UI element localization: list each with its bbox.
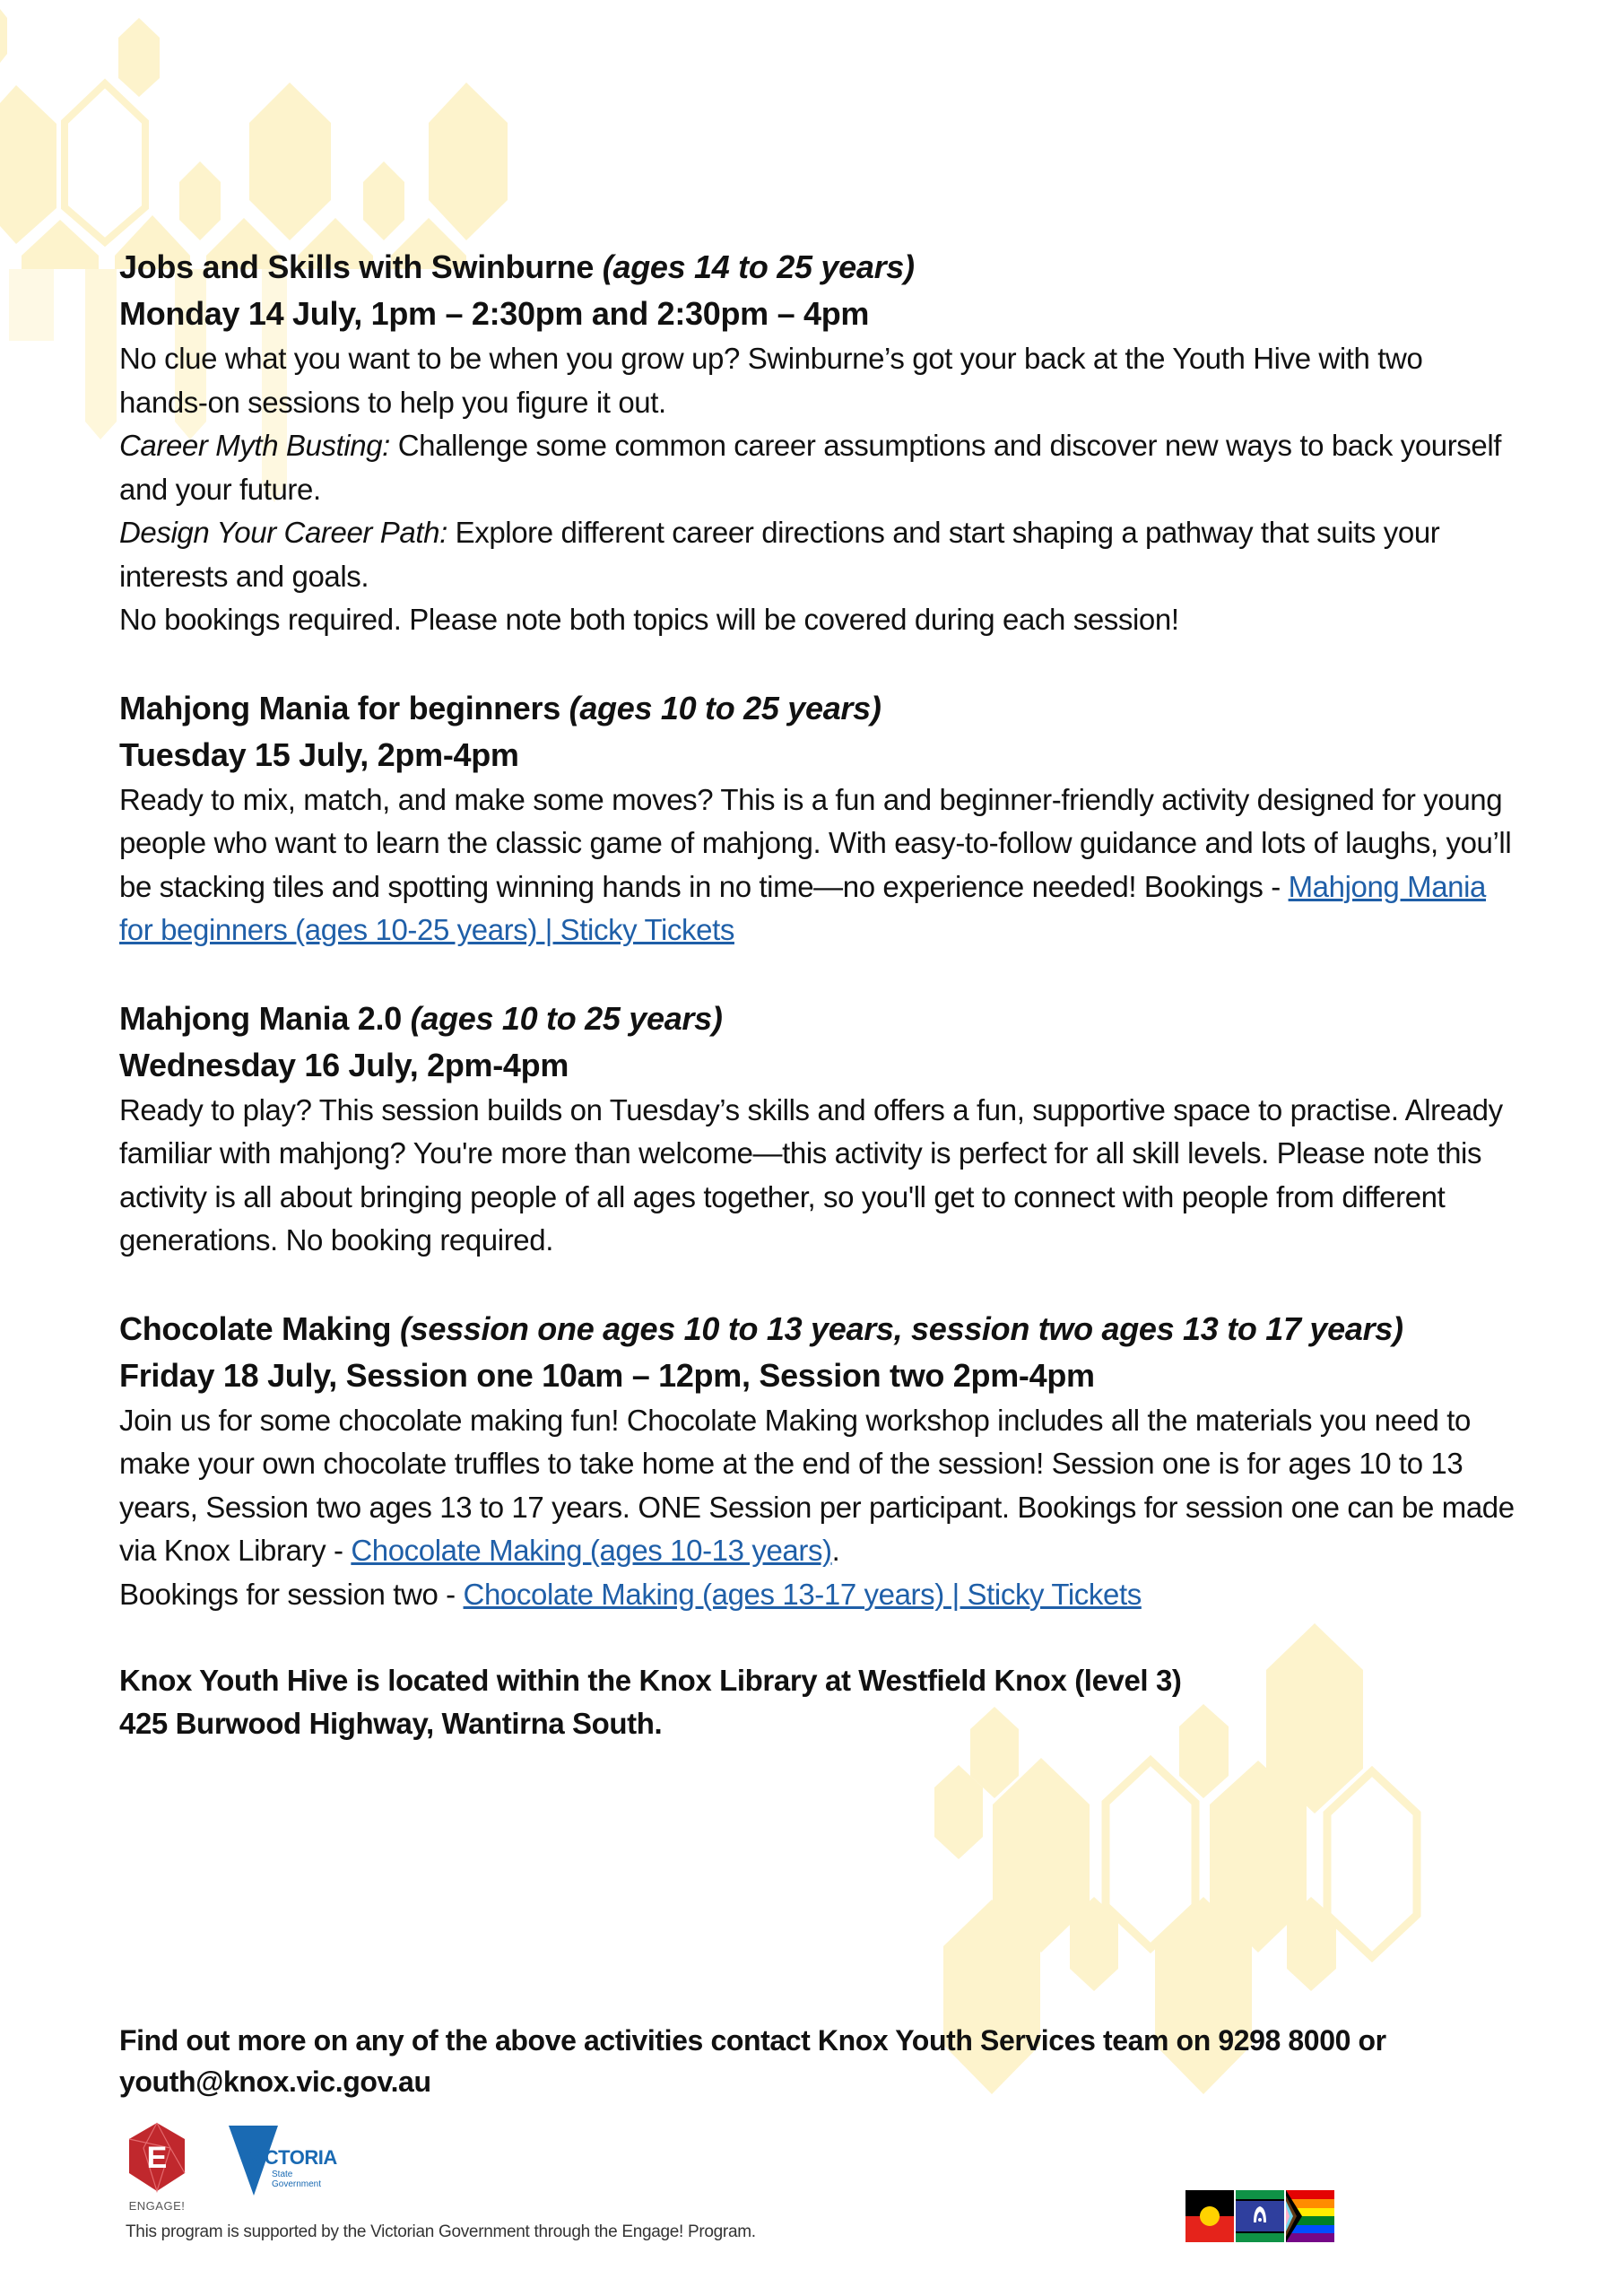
event-intro: No clue what you want to be when you grow up? Swinburne’s got your back at the Youth Hive with two hands-on sessions to help you figure it out.: [119, 342, 1423, 419]
event-description: Bookings for session two -: [119, 1577, 464, 1611]
event-title: [119, 996, 1518, 1042]
torres-strait-islander-flag-icon: [1236, 2190, 1284, 2242]
event-body: [119, 778, 1518, 952]
event-ages: (ages 14 to 25 years): [602, 248, 915, 285]
engage-label: ENGAGE!: [128, 2199, 186, 2213]
engage-icon: [126, 2121, 188, 2193]
event-date: Friday 18 July, Session one 10am – 12pm, Session two 2pm-4pm: [119, 1356, 1095, 1394]
event-jobs-skills: [119, 244, 1518, 642]
punctuation: .: [831, 1534, 840, 1567]
event-note: No bookings required. Please note both topics will be covered during each session!: [119, 603, 1179, 636]
event-description: Ready to mix, match, and make some moves? This is a fun and beginner-friendly activity designed for young people who want to learn the classic game of mahjong. With easy-to-follow guidance and lots of laughs, you’ll be stacking tiles and spotting winning hands in no time—no experience needed! Bookings -: [119, 782, 1512, 903]
engage-letter: E: [146, 2141, 168, 2175]
event-ages: (ages 10 to 25 years): [410, 999, 723, 1037]
booking-link-chocolate-session-one[interactable]: Chocolate Making (ages 10-13 years): [351, 1534, 832, 1567]
event-description: Join us for some chocolate making fun! Chocolate Making workshop includes all the materials you need to make your own chocolate truffles to take home at the end of the session! Session one is for ages 10 to 13 years, Session two ages 13 to 17 years. ONE Session per participant. Bookings for session one can be made via Knox Library -: [119, 1403, 1515, 1567]
booking-link-mahjong-beginners[interactable]: Mahjong Mania for beginners (ages 10-25 years) | Sticky Tickets: [119, 869, 1487, 946]
flags-group: [1185, 2190, 1334, 2242]
progress-pride-flag-icon: [1286, 2190, 1334, 2242]
event-title: [119, 685, 1518, 732]
topic-text: Challenge some common career assumptions and discover new ways to back yourself and your future.: [119, 429, 1502, 506]
sponsor-logos: [121, 2121, 354, 2213]
event-title: [119, 244, 1518, 291]
location: [119, 1659, 1518, 1745]
event-body-2: [119, 1573, 1518, 1617]
aboriginal-flag-icon: [1185, 2190, 1234, 2242]
victoria-logo: [229, 2121, 354, 2202]
event-mahjong-2: [119, 996, 1518, 1263]
victoria-wordmark: VICTORIA: [247, 2146, 337, 2169]
engage-logo: [121, 2121, 193, 2213]
event-body: [119, 1399, 1518, 1573]
event-topic-design-path: [119, 511, 1518, 598]
event-title: [119, 1306, 1518, 1352]
event-topic-career-myth: [119, 424, 1518, 511]
booking-link-chocolate-session-two[interactable]: Chocolate Making (ages 13-17 years) | Sticky Tickets: [463, 1577, 1142, 1611]
location-line-2: 425 Burwood Highway, Wantirna South.: [119, 1707, 663, 1740]
event-date: Monday 14 July, 1pm – 2:30pm and 2:30pm – 4pm: [119, 295, 870, 332]
location-line-1: Knox Youth Hive is located within the Knox Library at Westfield Knox (level 3): [119, 1664, 1182, 1697]
topic-text: Explore different career directions and start shaping a pathway that suits your interests and goals.: [119, 516, 1440, 593]
event-date: Tuesday 15 July, 2pm-4pm: [119, 735, 519, 773]
event-name: Mahjong Mania 2.0: [119, 999, 402, 1037]
event-name: Chocolate Making: [119, 1309, 392, 1347]
event-date: Wednesday 16 July, 2pm-4pm: [119, 1046, 569, 1083]
contact-info: [119, 2020, 1518, 2102]
victoria-sub-government: Government: [272, 2179, 322, 2189]
event-description: Ready to play? This session builds on Tuesday’s skills and offers a fun, supportive space to practise. Already familiar with mahjong? You're more than welcome—this activity is perfect for all skill levels. Please note this activity is all about bringing people of all ages together, so you'll get to connect with people from different generations. No booking required.: [119, 1092, 1503, 1257]
supported-by-text: This program is supported by the Victorian Government through the Engage! Program.: [126, 2222, 756, 2241]
topic-label: Career Myth Busting:: [119, 429, 390, 462]
event-chocolate-making: [119, 1306, 1518, 1617]
event-ages: (session one ages 10 to 13 years, session two ages 13 to 17 years): [399, 1309, 1403, 1347]
contact-line-1: Find out more on any of the above activities contact Knox Youth Services team on 9298 8000 or: [119, 2024, 1386, 2057]
event-name: Mahjong Mania for beginners: [119, 689, 560, 726]
event-mahjong-beginners: [119, 685, 1518, 952]
events-content: [119, 244, 1518, 1788]
event-name: Jobs and Skills with Swinburne: [119, 248, 595, 285]
contact-email: youth@knox.vic.gov.au: [119, 2066, 431, 2098]
victoria-sub-state: State: [272, 2170, 293, 2179]
topic-label: Design Your Career Path:: [119, 516, 447, 549]
event-ages: (ages 10 to 25 years): [569, 689, 881, 726]
